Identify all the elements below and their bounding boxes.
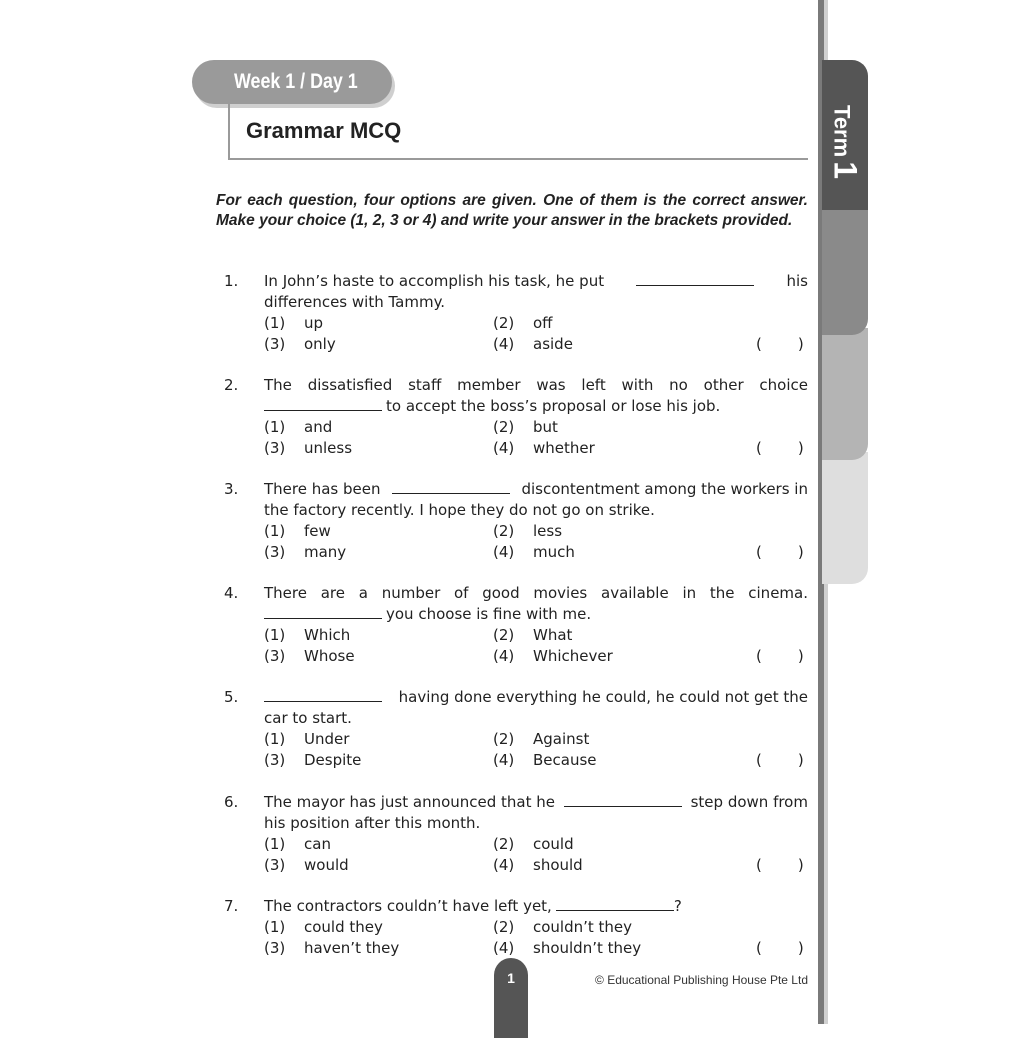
option-text: and [304,418,333,436]
option-text: whether [533,439,595,457]
stem-text: step down from [690,793,808,811]
answer-bracket[interactable] [756,646,804,667]
question-stem [264,792,808,834]
copyright-notice: © Educational Publishing House Pte Ltd [595,973,808,987]
bracket-right: ) [797,439,804,457]
stem-text: In John’s haste to accomplish his task, he put [264,272,605,290]
option-4[interactable] [493,438,595,459]
instructions: For each question, four options are given. One of them is the correct answer. Make your choice (1, 2, 3 or 4) and write your answer in the brackets provided. [216,192,808,229]
option-number: (4) [493,647,515,665]
option-3[interactable] [264,646,355,667]
term-tab-4[interactable] [822,452,868,584]
option-3[interactable] [264,542,346,563]
question-number: 3. [224,480,239,498]
option-1[interactable] [264,729,349,750]
option-1[interactable] [264,834,331,855]
answer-bracket[interactable] [756,334,804,355]
option-text: Whose [304,647,355,665]
option-number: (1) [264,835,286,853]
question-stem [264,583,808,625]
option-text: can [304,835,331,853]
answer-bracket[interactable] [756,438,804,459]
option-3[interactable] [264,938,399,959]
option-number: (4) [493,939,515,957]
option-number: (3) [264,439,286,457]
bracket-right: ) [797,856,804,874]
option-text: could they [304,918,383,936]
bracket-right: ) [797,543,804,561]
term-number: 1 [827,161,864,179]
bracket-right: ) [797,751,804,769]
stem-text: The dissatisfied staff member was left with no other choice [264,376,808,394]
option-number: (4) [493,856,515,874]
bracket-left: ( [756,543,762,561]
stem-text: you choose is fine with me. [386,605,592,623]
option-number: (2) [493,314,515,332]
option-number: (4) [493,751,515,769]
answer-blank [636,271,754,286]
option-number: (4) [493,543,515,561]
stem-text: The mayor has just announced that he [264,793,556,811]
option-1[interactable] [264,625,350,646]
option-number: (1) [264,522,286,540]
option-4[interactable] [493,646,613,667]
stem-text: the factory recently. I hope they do not go on strike. [264,501,655,519]
option-text: would [304,856,349,874]
option-text: haven’t they [304,939,400,957]
stem-text: ? [673,897,682,915]
option-number: (2) [493,730,515,748]
option-text: What [533,626,573,644]
option-text: Under [304,730,350,748]
question-stem [264,896,808,917]
stem-text: There has been [264,480,381,498]
option-text: Because [533,751,597,769]
answer-blank [392,479,510,494]
option-3[interactable] [264,855,349,876]
option-4[interactable] [493,542,575,563]
option-1[interactable] [264,917,383,938]
option-number: (3) [264,751,286,769]
option-number: (2) [493,835,515,853]
option-text: Which [304,626,351,644]
stem-text: The contractors couldn’t have left yet, [264,897,552,915]
bracket-left: ( [756,856,762,874]
answer-blank [264,687,382,702]
page-number-tab [494,958,528,1038]
answer-blank [264,396,382,411]
bracket-right: ) [797,647,804,665]
week-day-badge [192,60,392,104]
stem-text: discontentment among the workers in [521,480,808,498]
term-tab-3[interactable] [822,328,868,460]
answer-bracket[interactable] [756,938,804,959]
option-4[interactable] [493,750,597,771]
option-text: less [533,522,563,540]
stem-text: his position after this month. [264,814,481,832]
page-title: Grammar MCQ [246,118,402,143]
stem-text: to accept the boss’s proposal or lose his job. [386,397,721,415]
answer-blank [556,896,674,911]
term-label [822,92,868,192]
bracket-right: ) [797,939,804,957]
bracket-left: ( [756,439,762,457]
option-4[interactable] [493,334,573,355]
option-number: (3) [264,335,286,353]
option-number: (3) [264,647,286,665]
option-2[interactable] [493,729,589,750]
option-3[interactable] [264,334,336,355]
question-number: 7. [224,897,239,915]
option-2[interactable] [493,917,632,938]
option-text: Against [533,730,590,748]
option-text: couldn’t they [533,918,633,936]
stem-text: There are a number of good movies available in the cinema. [264,584,808,602]
answer-bracket[interactable] [756,750,804,771]
option-number: (2) [493,918,515,936]
question-number: 1. [224,272,239,290]
option-4[interactable] [493,938,641,959]
question-stem [264,479,808,521]
option-number: (4) [493,439,515,457]
question-number: 6. [224,793,239,811]
option-text: shouldn’t they [533,939,642,957]
option-2[interactable] [493,417,558,438]
option-text: aside [533,335,573,353]
answer-bracket[interactable] [756,542,804,563]
option-text: many [304,543,347,561]
bracket-left: ( [756,647,762,665]
term-tab-2[interactable] [822,200,868,335]
option-text: Despite [304,751,362,769]
stem-text: differences with Tammy. [264,293,446,311]
bracket-left: ( [756,335,762,353]
option-text: off [533,314,553,332]
term-word: Term [829,105,855,158]
option-number: (4) [493,335,515,353]
option-3[interactable] [264,750,361,771]
option-text: few [304,522,331,540]
option-4[interactable] [493,855,583,876]
option-number: (3) [264,939,286,957]
option-2[interactable] [493,834,574,855]
bracket-left: ( [756,939,762,957]
option-number: (2) [493,418,515,436]
stem-text: his [786,272,808,290]
option-1[interactable] [264,521,331,542]
option-number: (2) [493,626,515,644]
stem-text: having done everything he could, he could not get the [398,688,808,706]
option-number: (2) [493,522,515,540]
question-number: 2. [224,376,239,394]
option-2[interactable] [493,521,562,542]
option-number: (1) [264,418,286,436]
page-number: 1 [507,970,515,986]
question-number: 5. [224,688,239,706]
option-number: (1) [264,730,286,748]
question-stem [264,271,808,313]
week-day-label: Week 1 / Day 1 [234,70,358,93]
option-number: (3) [264,543,286,561]
question-stem [264,687,808,729]
answer-bracket[interactable] [756,855,804,876]
option-text: should [533,856,583,874]
answer-blank [264,604,382,619]
option-text: only [304,335,336,353]
option-text: much [533,543,575,561]
option-2[interactable] [493,313,553,334]
option-number: (1) [264,314,286,332]
option-1[interactable] [264,417,332,438]
option-text: unless [304,439,353,457]
option-text: up [304,314,324,332]
option-2[interactable] [493,625,572,646]
option-number: (1) [264,918,286,936]
section-title-box [228,104,808,160]
bracket-right: ) [797,335,804,353]
option-number: (3) [264,856,286,874]
option-text: Whichever [533,647,613,665]
option-number: (1) [264,626,286,644]
question-number: 4. [224,584,239,602]
option-3[interactable] [264,438,352,459]
bracket-left: ( [756,751,762,769]
question-stem [264,375,808,417]
option-text: could [533,835,574,853]
stem-text: car to start. [264,709,352,727]
option-1[interactable] [264,313,323,334]
answer-blank [564,792,682,807]
option-text: but [533,418,558,436]
